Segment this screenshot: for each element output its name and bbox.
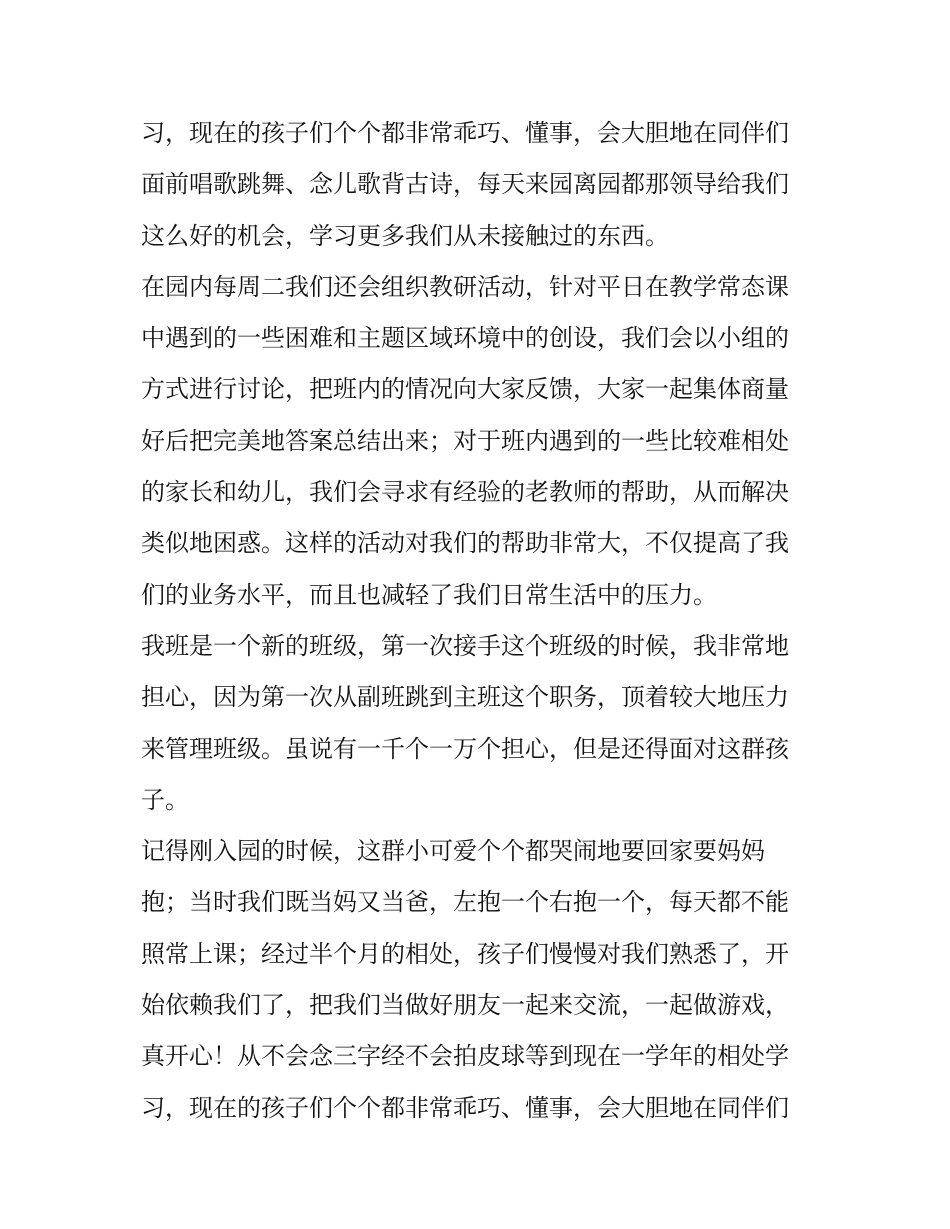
- text-line: 在园内每周二我们还会组织教研活动，针对平日在教学常态课: [141, 272, 789, 301]
- text-line: 我班是一个新的班级，第一次接手这个班级的时候，我非常地: [141, 631, 789, 660]
- text-line: 方式进行讨论，把班内的情况向大家反馈，大家一起集体商量: [141, 375, 789, 404]
- text-line: 担心，因为第一次从副班跳到主班这个职务，顶着较大地压力: [141, 683, 789, 712]
- text-line: 来管理班级。虽说有一千个一万个担心，但是还得面对这群孩: [141, 734, 789, 763]
- text-line: 的家长和幼儿，我们会寻求有经验的老教师的帮助，从而解决: [141, 478, 789, 507]
- text-line: 面前唱歌跳舞、念儿歌背古诗，每天来园离园都那领导给我们: [141, 170, 789, 199]
- text-line: 这么好的机会，学习更多我们从未接触过的东西。: [141, 221, 669, 250]
- text-line: 抱；当时我们既当妈又当爸，左抱一个右抱一个，每天都不能: [141, 888, 789, 917]
- text-line: 类似地困惑。这样的活动对我们的帮助非常大，不仅提高了我: [141, 529, 789, 558]
- text-line: 习，现在的孩子们个个都非常乖巧、懂事，会大胆地在同伴们: [141, 119, 789, 147]
- text-line: 记得刚入园的时候，这群小可爱个个都哭闹地要回家要妈妈: [141, 837, 765, 866]
- text-line: 好后把完美地答案总结出来；对于班内遇到的一些比较难相处: [141, 426, 789, 455]
- text-line: 照常上课；经过半个月的相处，孩子们慢慢对我们熟悉了，开: [141, 939, 789, 968]
- text-line: 真开心！从不会念三字经不会拍皮球等到现在一学年的相处学: [141, 1042, 789, 1071]
- document-body: [141, 108, 821, 1134]
- text-line: 始依赖我们了，把我们当做好朋友一起来交流，一起做游戏，: [141, 991, 789, 1020]
- text-line: 子。: [141, 785, 189, 814]
- text-line: 们的业务水平，而且也减轻了我们日常生活中的压力。: [141, 580, 717, 609]
- text-line: 中遇到的一些困难和主题区域环境中的创设，我们会以小组的: [141, 324, 789, 353]
- text-line: 习，现在的孩子们个个都非常乖巧、懂事，会大胆地在同伴们: [141, 1093, 789, 1122]
